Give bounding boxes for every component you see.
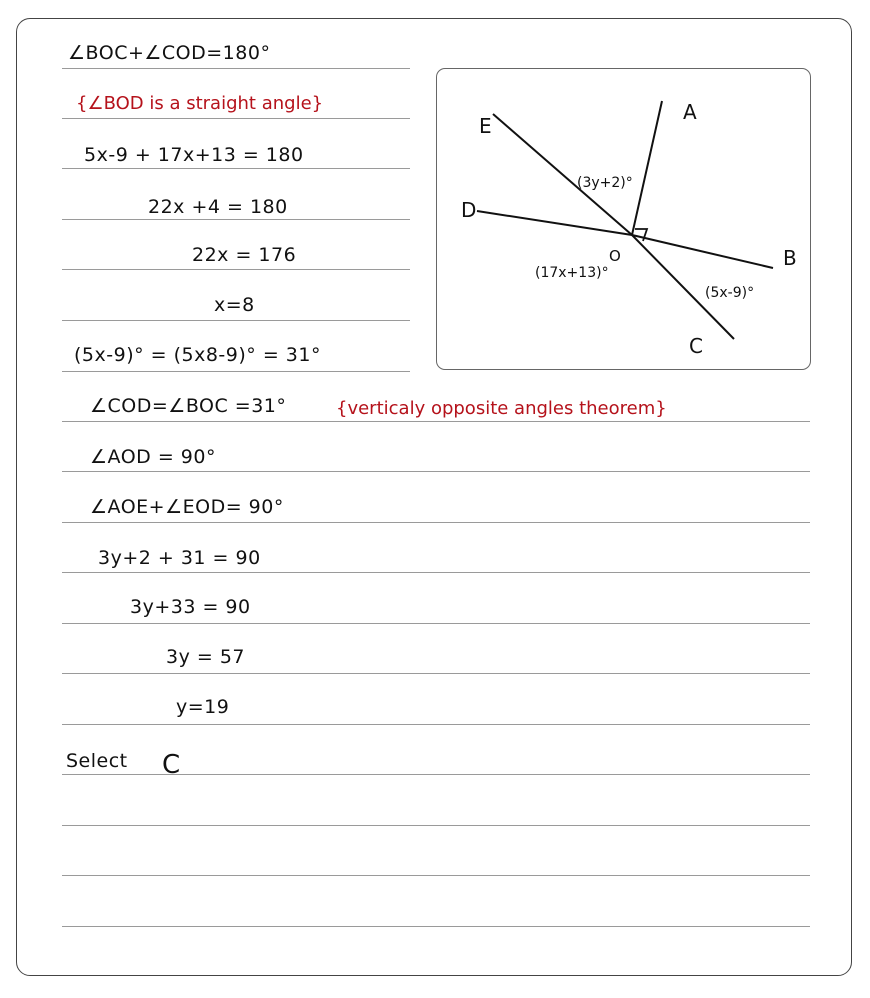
- point-label-B: B: [783, 246, 797, 270]
- angle-label-boc: (5x-9)°: [705, 285, 755, 301]
- ruled-line: [62, 875, 810, 876]
- angle-label-aoe: (3y+2)°: [577, 175, 633, 191]
- equation-line-8: ∠COD=∠BOC =31°: [90, 395, 287, 417]
- equation-line-5: 22x = 176: [192, 244, 297, 266]
- equation-line-11: 3y+2 + 31 = 90: [98, 547, 261, 569]
- equation-line-6: x=8: [214, 294, 255, 316]
- ruled-line: [62, 371, 410, 372]
- equation-line-9: ∠AOD = 90°: [90, 446, 216, 468]
- ruled-line: [62, 118, 410, 119]
- ray-OB: [632, 235, 773, 268]
- ruled-line: [62, 168, 410, 169]
- ruled-line: [62, 219, 410, 220]
- ruled-line: [62, 68, 410, 69]
- ruled-line: [62, 724, 810, 725]
- ruled-line: [62, 926, 810, 927]
- ray-OA: [632, 101, 662, 235]
- ruled-line: [62, 471, 810, 472]
- equation-line-10: ∠AOE+∠EOD= 90°: [90, 496, 284, 518]
- equation-line-1: ∠BOC+∠COD=180°: [68, 42, 271, 64]
- ruled-line: [62, 522, 810, 523]
- ruled-line: [62, 673, 810, 674]
- answer-choice: C: [162, 750, 181, 780]
- ruled-line: [62, 320, 410, 321]
- angle-diagram-svg: [437, 69, 812, 371]
- equation-line-12: 3y+33 = 90: [130, 596, 251, 618]
- equation-line-7: (5x-9)° = (5x8-9)° = 31°: [74, 344, 321, 366]
- ruled-line: [62, 269, 410, 270]
- angle-diagram: [436, 68, 811, 370]
- equation-line-13: 3y = 57: [166, 646, 246, 668]
- ruled-line: [62, 572, 810, 573]
- angle-label-dob: (17x+13)°: [535, 265, 609, 281]
- ruled-line: [62, 623, 810, 624]
- point-label-C: C: [689, 334, 703, 358]
- point-label-E: E: [479, 114, 492, 138]
- equation-line-14: y=19: [176, 696, 230, 718]
- point-label-O: O: [609, 247, 621, 265]
- equation-line-3: 5x-9 + 17x+13 = 180: [84, 144, 304, 166]
- point-label-D: D: [461, 198, 477, 222]
- annotation-straight-angle: {∠BOD is a straight angle}: [76, 93, 324, 114]
- equation-line-4: 22x +4 = 180: [148, 196, 288, 218]
- ruled-line: [62, 825, 810, 826]
- answer-select-label: Select: [66, 750, 128, 772]
- annotation-vertical-angles: {verticaly opposite angles theorem}: [336, 398, 667, 419]
- ruled-line: [62, 421, 810, 422]
- point-label-A: A: [683, 100, 697, 124]
